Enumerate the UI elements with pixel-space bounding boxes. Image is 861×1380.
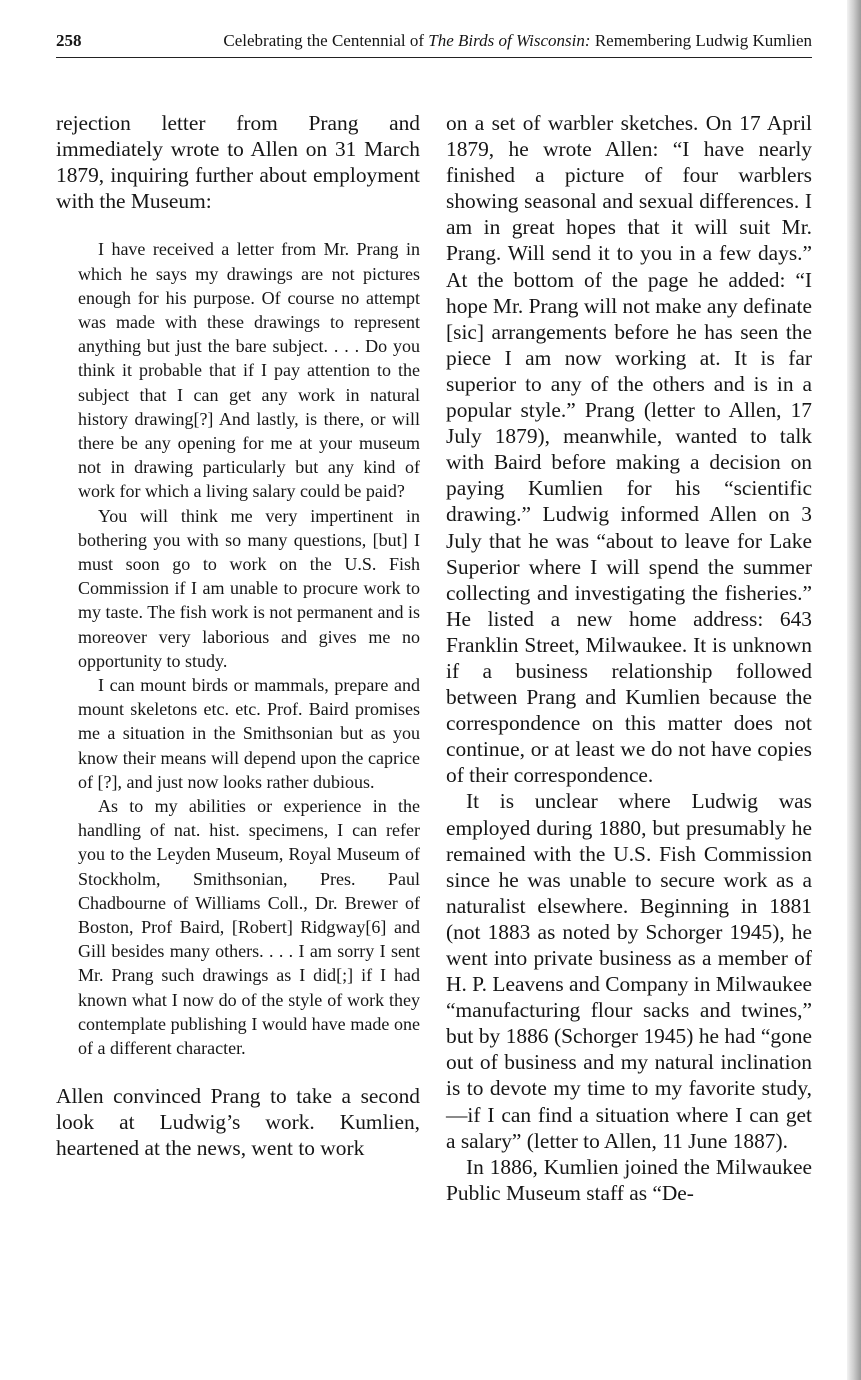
page-edge-shadow (847, 0, 861, 1380)
block-quote (78, 237, 420, 1060)
running-title-suffix: Remembering Ludwig Kumlien (590, 31, 812, 50)
body-paragraph: on a set of warbler sketches. On 17 April 1879, he wrote Allen: “I have nearly finished a picture of four warblers showing seasonal and sexual differences. I am in great hopes that it will suit Mr. Prang. Will send it to you in a few days.” At the bottom of the page he added: “I hope Mr. Prang will not make any definate [sic] arrangements before he has seen the piece I am now working at. It is far superior to any of the others and is in a popular style.” Prang (letter to Allen, 17 July 1879), meanwhile, wanted to talk with Baird before making a decision on paying Kumlien for his “scientific drawing.” Ludwig informed Allen on 3 July that he was “about to leave for Lake Superior where I will spend the summer collecting and investigating the fisheries.” He listed a new home address: 643 Franklin Street, Milwaukee. It is unknown if a business relationship followed between Prang and Kumlien because the correspondence on this matter does not continue, or at least we do not have copies of their correspondence. (446, 111, 812, 788)
body-paragraph: It is unclear where Ludwig was employed during 1880, but presumably he remained with the U.S. Fish Commission since he was unable to secure work as a naturalist elsewhere. Beginning in 1881 (not 1883 as noted by Schorger 1945), he went into private business as a member of H. P. Leavens and Company in Milwaukee “manufacturing flour sacks and twines,” but by 1886 (Schorger 1945) he had “gone out of business and my natural inclination is to devote my time to my favorite study,—if I can find a situation where I can get a salary” (letter to Allen, 11 June 1887). (446, 789, 812, 1153)
quote-paragraph: I can mount birds or mammals, prepare and mount skeletons etc. etc. Prof. Baird promises me a situation in the Smithsonian but as you know their means will depend upon the caprice of [?], and just now looks rather dubious. (78, 675, 420, 792)
running-title-prefix: Celebrating the Centennial of (223, 31, 429, 50)
right-column (446, 110, 812, 1206)
running-title (56, 30, 812, 52)
quote-paragraph: You will think me very impertinent in bothering you with so many questions, [but] I must soon go to work on the U.S. Fish Commission if I am unable to procure work to my taste. The fish work is not permanent and is moreover very laborious and gives me no opportunity to study. (78, 505, 420, 671)
left-column (56, 110, 420, 1162)
outro-paragraph: Allen convinced Prang to take a second look at Ludwig’s work. Kumlien, heartened at the news, went to work (56, 1084, 420, 1161)
quote-paragraph: As to my abilities or experience in the handling of nat. hist. specimens, I can refer you to the Leyden Museum, Royal Museum of Stockholm, Smithsonian, Pres. Paul Chadbourne of Williams Coll., Dr. Brewer of Boston, Prof Baird, [Robert] Ridgway[6] and Gill besides many others. . . . I am sorry I sent Mr. Prang such drawings as I did[;] if I had known what I now do of the style of work they contemplate publishing I would have made one of a different character. (78, 796, 420, 1059)
page-number: 258 (56, 31, 82, 50)
quote-paragraph: I have received a letter from Mr. Prang in which he says my drawings are not pictures enough for his purpose. Of course no attempt was made with these drawings to represent anything but just the bare subject. . . . Do you think it probable that if I pay attention to the subject that I can get any work in natural history drawing[?] And lastly, is there, or will there be any opening for me at your museum not in drawing particularly but any kind of work for which a living salary could be paid? (78, 239, 420, 502)
body-paragraph: In 1886, Kumlien joined the Milwaukee Public Museum staff as “De- (446, 1154, 812, 1205)
intro-paragraph: rejection letter from Prang and immediately wrote to Allen on 31 March 1879, inquiring further about employment with the Museum: (56, 111, 420, 214)
running-title-book: The Birds of Wisconsin: (428, 31, 591, 50)
running-header (56, 30, 812, 58)
